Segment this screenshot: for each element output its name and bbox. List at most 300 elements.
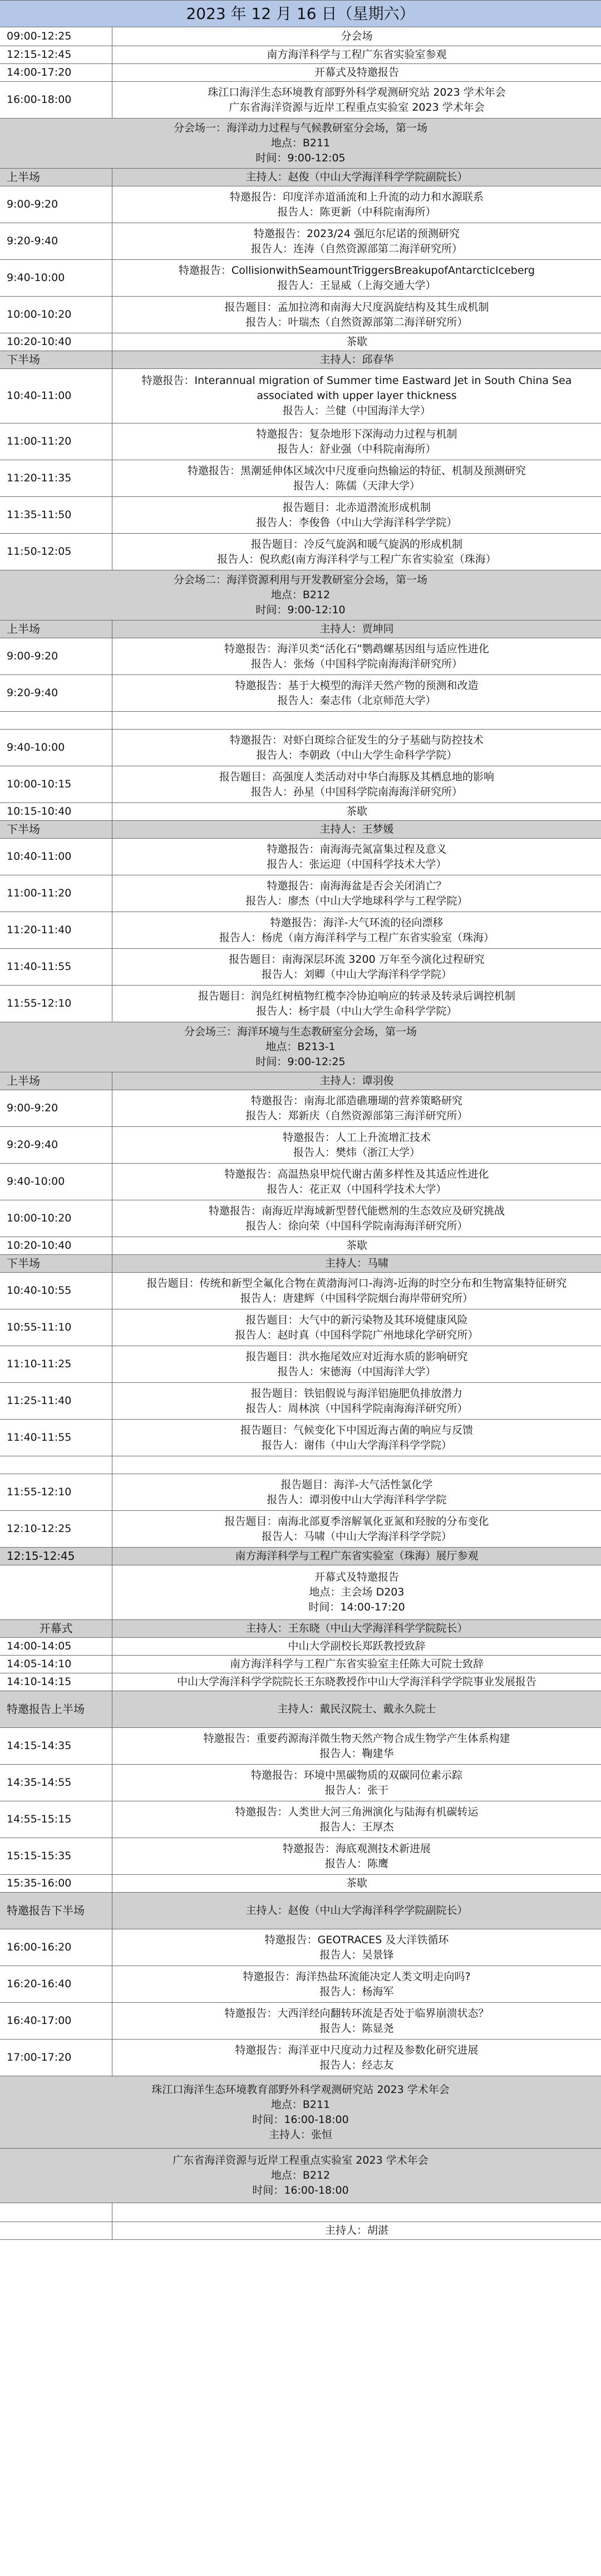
time-cell	[0, 712, 112, 729]
agenda-row	[0, 1164, 601, 1200]
time-cell: 10:20-10:40	[0, 1237, 112, 1254]
content-cell	[112, 2040, 601, 2076]
content-line: 地点：B213-1	[265, 1041, 336, 1053]
content-line: 报告人：倪玖彪(南方海洋科学与工程广东省实验室（珠海）	[217, 553, 496, 565]
content-cell	[112, 1474, 601, 1510]
time-cell: 15:15-15:35	[0, 1838, 112, 1874]
host-row	[0, 1255, 601, 1273]
time-cell: 10:55-11:10	[0, 1309, 112, 1346]
agenda-row	[0, 638, 601, 675]
content-line: 南方海洋科学与工程广东省实验室主任陈大可院士致辞	[229, 1658, 484, 1670]
content-line: 中山大学海洋科学学院院长王东晓教授作中山大学海洋科学学院事业发展报告	[176, 1676, 536, 1688]
content-cell	[112, 986, 601, 1022]
content-cell	[112, 675, 601, 711]
time-cell: 9:00-9:20	[0, 186, 112, 223]
content-cell	[112, 186, 601, 223]
time-cell: 特邀报告上半场	[0, 1691, 112, 1727]
content-cell	[112, 839, 601, 875]
time-cell: 9:40-10:00	[0, 260, 112, 296]
time-cell: 11:50-12:05	[0, 534, 112, 570]
agenda-row	[0, 297, 601, 333]
content-line: 报告题目：孟加拉湾和南海大尺度涡旋结构及其生成机制	[224, 301, 489, 313]
agenda-row	[0, 1638, 601, 1656]
content-line: 特邀报告：大西洋经向翻转环流是否处于临界崩溃状态？	[224, 2007, 489, 2020]
time-cell: 11:20-11:35	[0, 460, 112, 496]
content-line: 特邀报告：海洋贝类“活化石”鹦鹉螺基因组与适应性进化	[224, 642, 489, 655]
content-line: 报告人：马啸（中山大学海洋科学学院）	[261, 1530, 452, 1543]
content-line: 地点：主会场 D203	[309, 1586, 405, 1598]
host-row	[0, 1620, 601, 1638]
content-cell	[112, 1420, 601, 1456]
content-line: 特邀报告：南海海盆是否会关闭消亡？	[267, 879, 447, 892]
content-line: 时间：16:00-18:00	[252, 2184, 349, 2196]
content-cell	[112, 1929, 601, 1966]
content-cell	[112, 333, 601, 351]
time-cell: 上半场	[0, 1072, 112, 1090]
time-cell: 11:40-11:55	[0, 1420, 112, 1456]
content-line: 报告人：唐建辉（中国科学院烟台海岸带研究所）	[240, 1292, 473, 1304]
content-cell	[112, 1164, 601, 1200]
content-cell	[112, 803, 601, 820]
content-cell	[112, 2222, 601, 2239]
time-cell: 9:00-9:20	[0, 638, 112, 674]
content-cell	[0, 2076, 601, 2148]
content-cell	[112, 1237, 601, 1254]
content-line: 特邀报告：复杂地形下深海动力过程与机制	[256, 427, 457, 440]
content-line: 报告人：杨海军	[319, 1985, 394, 1998]
agenda-row	[0, 912, 601, 949]
content-line: 特邀报告：南海海壳氮富集过程及意义	[267, 843, 447, 855]
time-cell: 16:00-16:20	[0, 1929, 112, 1966]
content-line: 特邀报告：Interannual migration of Summer time Eastward Jet in South China Sea	[141, 375, 572, 387]
content-line: 报告人：陈更新（中科院南海所）	[277, 205, 436, 218]
content-line: 报告人：吴景锋	[319, 1948, 394, 1961]
session-header-row	[0, 2076, 601, 2149]
agenda-row	[0, 1801, 601, 1838]
content-line: 地点：B211	[270, 137, 331, 149]
content-line: 报告人：郑新庆（自然资源部第三海洋研究所）	[245, 1109, 468, 1122]
agenda-row	[0, 423, 601, 460]
content-line: 广东省海洋资源与近岸工程重点实验室 2023 学术年会	[229, 101, 485, 114]
content-cell	[112, 1638, 601, 1655]
content-line: 分会场三：海洋环境与生态教研室分会场，第一场	[184, 1026, 417, 1038]
content-cell	[112, 821, 601, 838]
content-line: 开幕式及特邀报告	[314, 1571, 399, 1583]
host-row	[0, 1548, 601, 1565]
content-line: 报告人：李俊鲁（中山大学海洋科学学院）	[256, 516, 457, 529]
agenda-row	[0, 1090, 601, 1127]
content-cell	[112, 534, 601, 570]
schedule-title-row	[0, 0, 601, 27]
content-line: 报告题目：气候变化下中国近海古菌的响应与反馈	[240, 1424, 473, 1436]
content-line: 南方海洋科学与工程广东省实验室（珠海）展厅参观	[235, 1550, 479, 1562]
agenda-row	[0, 839, 601, 875]
time-cell: 12:15-12:45	[0, 1548, 112, 1565]
host-row	[0, 1072, 601, 1090]
content-line: 主持人：马啸	[324, 1257, 388, 1269]
agenda-row	[0, 1420, 601, 1456]
content-line: 报告题目：南海深层环流 3200 万年至今演化过程研究	[229, 953, 485, 966]
time-cell: 10:40-11:00	[0, 839, 112, 875]
content-cell	[112, 1893, 601, 1929]
time-cell: 10:15-10:40	[0, 803, 112, 820]
content-line: 报告人：陈鹰	[324, 1857, 388, 1870]
content-line: 时间：9:00-12:25	[255, 1056, 346, 1068]
blank-row	[0, 712, 601, 730]
content-line: 报告人：经志友	[319, 2058, 394, 2071]
time-cell: 11:25-11:40	[0, 1383, 112, 1419]
content-line: 报告人：叶瑞杰（自然资源部第二海洋研究所）	[245, 316, 468, 328]
time-cell: 10:40-11:00	[0, 369, 112, 423]
time-cell: 9:20-9:40	[0, 1127, 112, 1163]
content-line: 时间：16:00-18:00	[252, 2113, 349, 2126]
time-cell: 9:00-9:20	[0, 1090, 112, 1126]
content-line: 报告题目：冷反气旋涡和暖气旋涡的形成机制	[250, 538, 462, 550]
content-line: 时间：14:00-17:20	[308, 1601, 405, 1613]
time-cell: 16:00-18:00	[0, 82, 112, 118]
agenda-row	[0, 1511, 601, 1548]
content-line: 报告题目：传统和新型全氟化合物在黄渤海河口-海湾-近海的时空分布和生物富集特征研究	[146, 1277, 567, 1289]
content-cell	[112, 875, 601, 912]
content-line: 报告人：周林滨（中国科学院南海海洋研究所）	[245, 1402, 468, 1415]
time-cell: 11:40-11:55	[0, 949, 112, 985]
content-cell	[112, 1255, 601, 1272]
content-cell	[112, 1565, 601, 1619]
content-line: 特邀报告：环境中黑碳物质的双碳同位素示踪	[250, 1769, 462, 1781]
agenda-row	[0, 1200, 601, 1237]
content-line: 特邀报告：海底观测技术新进展	[282, 1842, 431, 1855]
time-cell: 14:00-17:20	[0, 64, 112, 81]
content-cell	[0, 1022, 601, 1072]
time-cell: 14:00-14:05	[0, 1638, 112, 1655]
content-cell	[112, 1838, 601, 1874]
time-cell	[0, 2222, 112, 2239]
content-cell	[112, 1875, 601, 1892]
time-cell: 开幕式	[0, 1620, 112, 1637]
time-cell: 下半场	[0, 351, 112, 368]
content-line: 报告人：连涛（自然资源部第二海洋研究所）	[250, 242, 462, 255]
content-line: 广东省海洋资源与近岸工程重点实验室 2023 学术年会	[173, 2154, 428, 2166]
tea-break-row	[0, 1875, 601, 1893]
content-line: 主持人：赵俊（中山大学海洋科学学院副院长）	[245, 1904, 468, 1917]
content-line: 南方海洋科学与工程广东省实验室参观	[267, 48, 447, 61]
agenda-row	[0, 186, 601, 223]
agenda-row	[0, 1383, 601, 1420]
content-line: 特邀报告：海洋亚中尺度动力过程及参数化研究进展	[235, 2043, 479, 2056]
time-cell: 14:15-14:35	[0, 1728, 112, 1764]
content-cell	[112, 497, 601, 533]
content-cell	[112, 1656, 601, 1673]
content-cell	[112, 2003, 601, 2039]
agenda-row	[0, 1966, 601, 2003]
content-line: 珠江口海洋生态环境教育部野外科学观测研究站 2023 学术年会	[208, 86, 506, 98]
agenda-row	[0, 534, 601, 570]
content-line: 特邀报告：南海北部造礁珊瑚的营养策略研究	[250, 1094, 462, 1107]
content-line: 报告人：张干	[324, 1784, 388, 1796]
content-line: 地点：B212	[270, 589, 331, 601]
content-cell	[112, 297, 601, 333]
content-cell	[112, 1309, 601, 1346]
content-line: associated with upper layer thickness	[257, 390, 457, 402]
time-cell: 14:05-14:10	[0, 1656, 112, 1673]
host-row	[0, 821, 601, 839]
session-header-row	[0, 119, 601, 169]
tea-break-row	[0, 333, 601, 351]
session-header-row	[0, 1022, 601, 1072]
content-cell	[112, 638, 601, 674]
agenda-row	[0, 1474, 601, 1511]
content-line: 报告人：谢伟（中山大学海洋科学学院）	[261, 1439, 452, 1451]
time-cell: 10:00-10:15	[0, 766, 112, 802]
content-cell	[112, 1548, 601, 1565]
content-cell	[0, 2149, 601, 2203]
content-line: 分会场	[341, 30, 373, 42]
content-cell	[112, 82, 601, 118]
content-line: 特邀报告：印度洋赤道涌流和上升流的动力和水源联系	[229, 190, 484, 203]
content-line: 报告题目：南海北部夏季溶解氧化亚氮和羟胺的分布变化	[224, 1515, 489, 1528]
time-cell: 10:00-10:20	[0, 297, 112, 333]
time-cell: 10:20-10:40	[0, 333, 112, 351]
content-cell	[112, 46, 601, 63]
time-cell	[0, 2203, 112, 2222]
time-cell: 09:00-12:25	[0, 27, 112, 46]
agenda-row	[0, 1838, 601, 1875]
content-line: 报告人：樊炜（浙江大学）	[293, 1146, 420, 1159]
blank-row	[0, 2203, 601, 2222]
content-line: 主持人：戴民汉院士、戴永久院士	[277, 1703, 436, 1715]
agenda-row	[0, 675, 601, 712]
content-line: 报告人：张运迎（中国科学技术大学）	[267, 858, 447, 870]
content-cell	[112, 912, 601, 948]
content-line: 报告人：兰健（中国海洋大学）	[282, 405, 431, 417]
content-cell	[112, 1765, 601, 1801]
time-cell: 11:00-11:20	[0, 875, 112, 912]
content-cell	[112, 1456, 601, 1474]
content-line: 特邀报告：高温热泉甲烷代谢古菌多样性及其适应性进化	[224, 1168, 489, 1180]
content-cell	[112, 949, 601, 985]
time-cell: 下半场	[0, 821, 112, 838]
content-line: 地点：B212	[270, 2169, 331, 2181]
time-cell: 17:00-17:20	[0, 2040, 112, 2076]
content-line: 主持人：张恒	[268, 2128, 332, 2141]
time-cell: 11:20-11:40	[0, 912, 112, 948]
content-line: 地点：B211	[270, 2098, 331, 2111]
content-cell	[112, 1072, 601, 1090]
agenda-row	[0, 460, 601, 497]
agenda-row	[0, 875, 601, 912]
content-line: 报告题目：大气中的新污染物及其环境健康风险	[245, 1313, 468, 1326]
session-header-row	[0, 570, 601, 620]
content-line: 茶歇	[346, 336, 367, 348]
host-row	[0, 620, 601, 638]
content-line: 报告人：王显威（上海交通大学）	[277, 279, 436, 292]
time-cell: 11:00-11:20	[0, 423, 112, 460]
content-line: 报告题目：铁铝假说与海洋铝施肥负排放潜力	[250, 1387, 462, 1400]
content-line: 分会场一：海洋动力过程与气候教研室分会场，第一场	[173, 122, 427, 134]
content-line: 主持人：王东晓（中山大学海洋科学学院院长）	[245, 1622, 468, 1634]
time-cell: 特邀报告下半场	[0, 1893, 112, 1929]
time-cell: 14:10-14:15	[0, 1673, 112, 1691]
agenda-row	[0, 64, 601, 82]
content-cell	[112, 1383, 601, 1419]
content-line: 报告人：孙星（中国科学院南海海洋研究所）	[250, 785, 462, 798]
content-cell	[112, 712, 601, 729]
content-cell	[112, 2203, 601, 2222]
content-cell	[112, 27, 601, 46]
host-row	[0, 1691, 601, 1728]
agenda-row	[0, 949, 601, 986]
time-cell	[0, 1565, 112, 1619]
content-line: 特邀报告：2023/24 强厄尔尼诺的预测研究	[254, 227, 460, 240]
content-line: 报告人：鞠建华	[319, 1747, 394, 1760]
content-line: 报告人：陈显尧	[319, 2022, 394, 2035]
content-line: 报告人：刘卿（中山大学海洋科学学院）	[261, 968, 452, 981]
host-row	[0, 169, 601, 186]
schedule-title: 2023 年 12 月 16 日（星期六）	[186, 4, 415, 23]
content-line: 报告人：廖杰（中山大学地球科学与工程学院）	[245, 894, 468, 907]
agenda-row	[0, 82, 601, 119]
content-line: 开幕式及特邀报告	[314, 66, 399, 78]
content-cell	[112, 1966, 601, 2002]
content-cell	[112, 1200, 601, 1237]
time-cell: 9:40-10:00	[0, 730, 112, 766]
content-line: 珠江口海洋生态环境教育部野外科学观测研究站 2023 学术年会	[151, 2083, 450, 2096]
content-line: 特邀报告：海洋热盐环流能决定人类文明走向吗?	[243, 1970, 471, 1983]
content-cell	[112, 1673, 601, 1691]
content-cell	[112, 223, 601, 259]
content-cell	[112, 620, 601, 638]
content-line: 报告人：赵时真（中国科学院广州地球化学研究所）	[235, 1328, 479, 1341]
time-cell: 下半场	[0, 1255, 112, 1272]
time-cell: 11:35-11:50	[0, 497, 112, 533]
content-line: 报告题目：海洋-大气活性氯化学	[280, 1478, 433, 1491]
time-cell: 10:40-10:55	[0, 1273, 112, 1309]
content-line: 报告人：张炀（中国科学院南海海洋研究所）	[250, 657, 462, 670]
agenda-row	[0, 1565, 601, 1620]
agenda-row	[0, 2003, 601, 2040]
content-line: 报告题目：北赤道潜流形成机制	[282, 501, 431, 514]
time-cell: 11:10-11:25	[0, 1346, 112, 1382]
content-line: 报告人：谭羽俊中山大学海洋科学学院	[267, 1493, 447, 1506]
time-cell: 16:20-16:40	[0, 1966, 112, 2002]
time-cell: 9:20-9:40	[0, 675, 112, 711]
content-cell	[112, 1090, 601, 1126]
content-cell	[112, 460, 601, 496]
content-cell	[112, 766, 601, 802]
agenda-row	[0, 2040, 601, 2076]
content-line: 报告题目：润凫红树植物红榄李冷协迫响应的转录及转录后调控机制	[198, 989, 515, 1002]
time-cell: 14:35-14:55	[0, 1765, 112, 1801]
content-line: 主持人：胡湛	[324, 2224, 388, 2237]
content-line: 报告人：王厚杰	[319, 1820, 394, 1833]
content-line: 报告人：杨宇晨（中山大学生命科学学院）	[256, 1004, 457, 1017]
content-line: 特邀报告：海洋-大气环流的径向漂移	[270, 916, 444, 929]
content-line: 报告人：李朝政（中山大学生命科学学院）	[256, 748, 457, 761]
content-cell	[112, 1273, 601, 1309]
content-line: 主持人：邱春华	[319, 353, 394, 366]
content-cell	[0, 119, 601, 168]
content-line: 报告人：杨虎（南方海洋科学与工程广东省实验室（珠海）	[219, 931, 494, 944]
time-cell: 12:15-12:45	[0, 46, 112, 63]
tea-break-row	[0, 803, 601, 821]
host-row	[0, 351, 601, 369]
content-line: 报告人：宋德海（中国海洋大学）	[277, 1365, 436, 1378]
content-line: 茶歇	[346, 1877, 367, 1889]
content-line: 主持人：贾坤同	[319, 623, 394, 635]
content-line: 主持人：谭羽俊	[319, 1075, 394, 1087]
content-line: 主持人：赵俊（中山大学海洋科学学院副院长）	[245, 171, 468, 183]
time-cell: 11:55-12:10	[0, 986, 112, 1022]
time-cell: 14:55-15:15	[0, 1801, 112, 1838]
content-line: 时间：9:00-12:10	[255, 604, 346, 616]
content-line: 特邀报告：人工上升流增汇技术	[282, 1131, 431, 1144]
content-line: 特邀报告：基于大模型的海洋天然产物的预测和改造	[235, 679, 479, 692]
content-line: 报告人：花正双（中国科学技术大学）	[267, 1183, 447, 1195]
agenda-row	[0, 27, 601, 46]
agenda-row	[0, 1765, 601, 1801]
content-line: 特邀报告：CollisionwithSeamountTriggersBreakupofAntarcticIceberg	[178, 264, 535, 277]
time-cell: 上半场	[0, 169, 112, 186]
content-line: 主持人：王梦媛	[319, 823, 394, 835]
content-cell	[112, 730, 601, 766]
agenda-row	[0, 2222, 601, 2240]
content-line: 时间：9:00-12:05	[255, 152, 346, 164]
time-cell: 9:20-9:40	[0, 223, 112, 259]
content-line: 中山大学副校长郑跃教授致辞	[288, 1640, 426, 1652]
agenda-row	[0, 1728, 601, 1765]
agenda-row	[0, 986, 601, 1022]
session-header-row	[0, 2149, 601, 2203]
time-cell: 15:35-16:00	[0, 1875, 112, 1892]
host-row	[0, 1893, 601, 1929]
content-cell	[112, 1728, 601, 1764]
content-cell	[112, 369, 601, 423]
content-cell	[112, 1127, 601, 1163]
content-line: 特邀报告：南海近岸海域新型替代能燃剂的生态效应及研究挑战	[208, 1204, 505, 1217]
agenda-row	[0, 497, 601, 534]
content-cell	[112, 169, 601, 186]
agenda-row	[0, 260, 601, 297]
content-line: 报告题目：高强度人类活动对中华白海豚及其栖息地的影响	[219, 770, 494, 783]
content-line: 报告人：秦志伟（北京师范大学）	[277, 694, 436, 707]
agenda-row	[0, 1656, 601, 1673]
content-line: 茶歇	[346, 1239, 367, 1252]
content-line: 特邀报告：GEOTRACES 及大洋铁循环	[264, 1933, 449, 1946]
content-cell	[112, 1801, 601, 1838]
agenda-row	[0, 730, 601, 766]
content-cell	[112, 1620, 601, 1637]
content-line: 报告题目：洪水拖尾效应对近海水质的影响研究	[245, 1350, 468, 1363]
content-line: 特邀报告：重要药源海洋微生物天然产物合成生物学产生体系构建	[203, 1732, 510, 1745]
content-cell	[112, 423, 601, 460]
content-cell	[112, 64, 601, 81]
agenda-row	[0, 46, 601, 64]
content-cell	[0, 570, 601, 620]
content-cell	[112, 1511, 601, 1547]
content-line: 报告人：徐向荣（中国科学院南海海洋研究所）	[245, 1219, 468, 1232]
agenda-row	[0, 223, 601, 260]
content-line: 茶歇	[346, 805, 367, 817]
agenda-row	[0, 1309, 601, 1346]
content-cell	[112, 1691, 601, 1727]
agenda-row	[0, 766, 601, 803]
agenda-row	[0, 1273, 601, 1309]
content-line: 报告人：陈儒（天津大学）	[293, 479, 420, 492]
agenda-row	[0, 1346, 601, 1383]
content-cell	[112, 1346, 601, 1382]
tea-break-row	[0, 1237, 601, 1255]
content-cell	[112, 260, 601, 296]
